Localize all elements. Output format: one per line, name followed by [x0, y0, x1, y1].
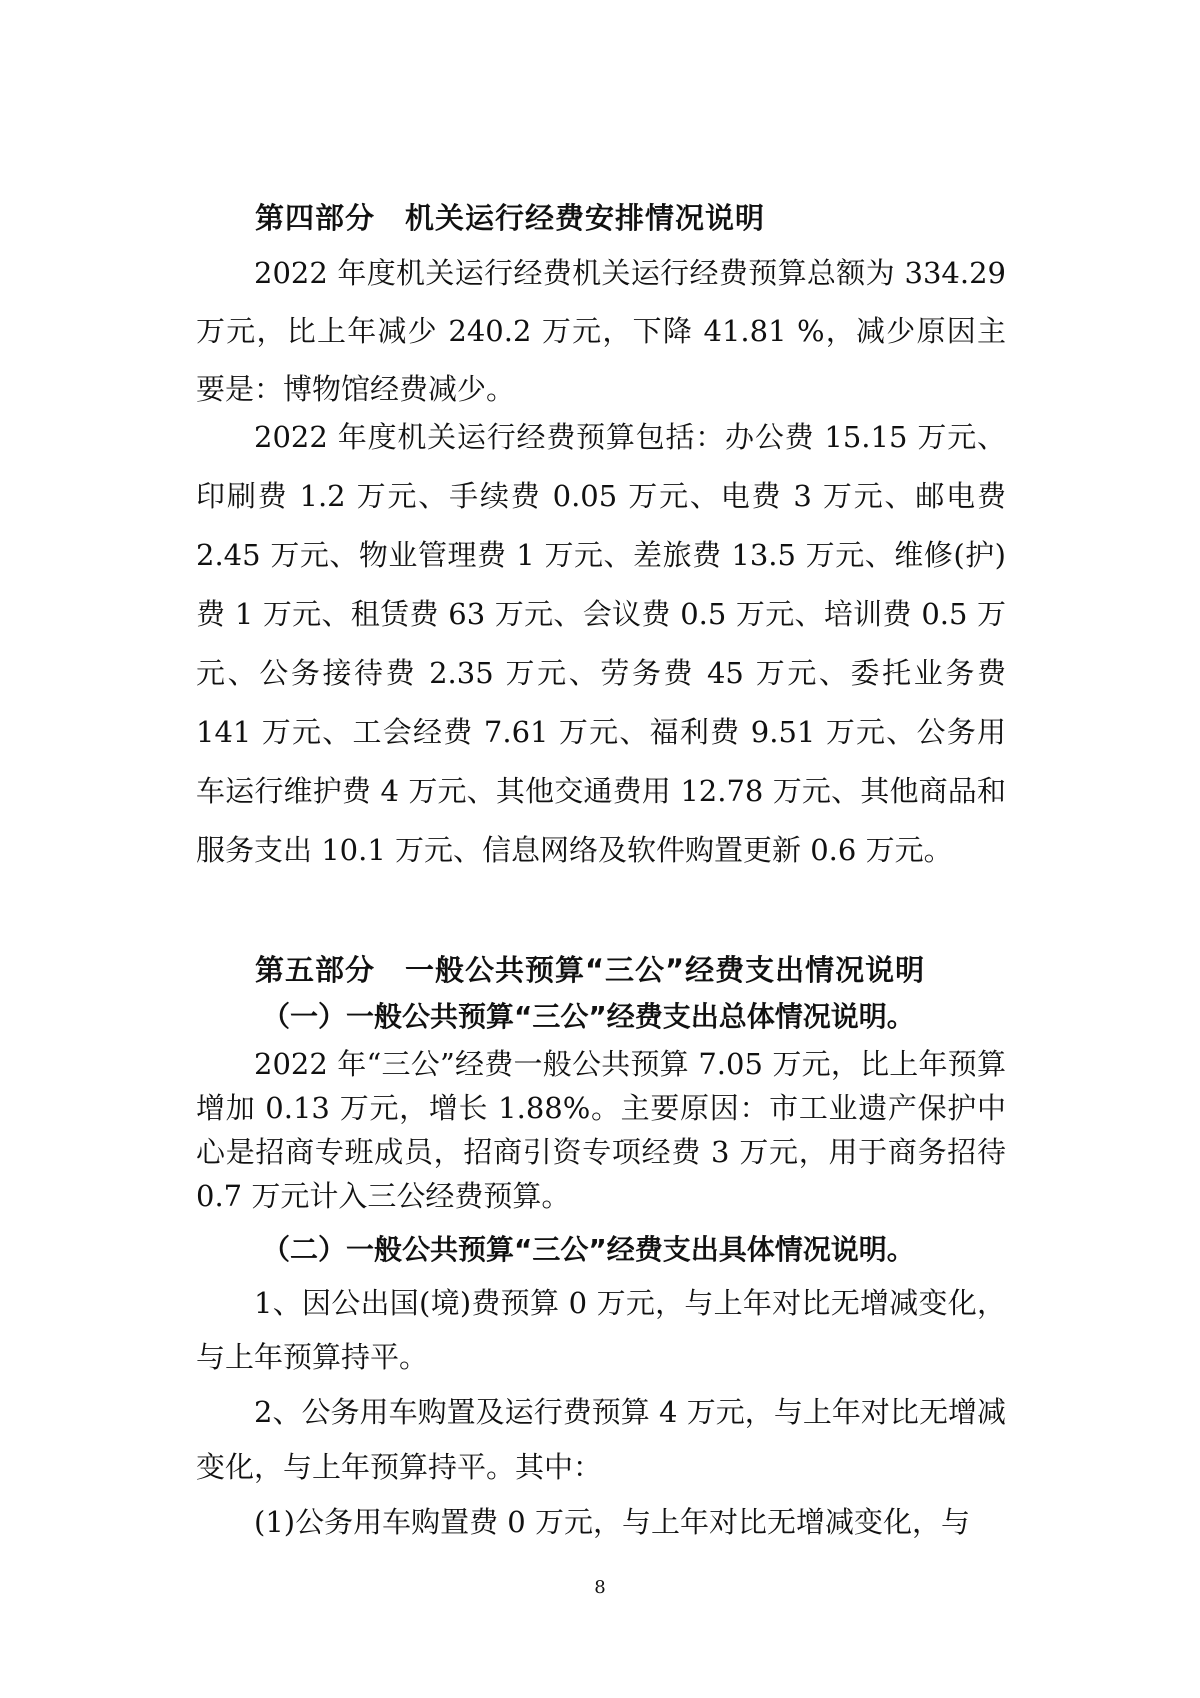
section5-subheading-overall: （一）一般公共预算“三公”经费支出总体情况说明。: [262, 1000, 915, 1033]
section5-item-vehicle: 2、公务用车购置及运行费预算 4 万元，与上年对比无增减变化，与上年预算持平。其中：: [196, 1395, 1006, 1484]
section5-paragraph-overall: 2022 年“三公”经费一般公共预算 7.05 万元，比上年预算增加 0.13 万元，增长 1.88%。主要原因：市工业遗产保护中心是招商专班成员，招商引资专项经费 3 万元，用于商务招待 0.7 万元计入三公经费预算。: [196, 1047, 1006, 1213]
section5-heading: 第五部分 一般公共预算“三公”经费支出情况说明: [255, 953, 926, 987]
section5-subheading-detail: （二）一般公共预算“三公”经费支出具体情况说明。: [262, 1233, 915, 1266]
page-number: 8: [594, 1577, 606, 1598]
section5-item-overseas: 1、因公出国(境)费预算 0 万元，与上年对比无增减变化，与上年预算持平。: [196, 1286, 1006, 1374]
section4-paragraph-breakdown: 2022 年度机关运行经费预算包括：办公费 15.15 万元、印刷费 1.2 万元、手续费 0.05 万元、电费 3 万元、邮电费 2.45 万元、物业管理费 1 万元、差旅费 13.5 万元、维修(护)费 1 万元、租赁费 63 万元、会议费 0.5 万元、培训费 0.5 万元、公务接待费 2.35 万元、劳务费 45 万元、委托业务费 141 万元、工会经费 7.61 万元、福利费 9.51 万元、公务用车运行维护费 4 万元、其他交通费用 12.78 万元、其他商品和服务支出 10.1 万元、信息网络及软件购置更新 0.6 万元。: [196, 420, 1006, 867]
section4-paragraph-total: 2022 年度机关运行经费机关运行经费预算总额为 334.29 万元，比上年减少 240.2 万元，下降 41.81 %，减少原因主要是：博物馆经费减少。: [196, 256, 1006, 406]
section5-item-vehicle-purchase: (1)公务用车购置费 0 万元，与上年对比无增减变化，与: [254, 1505, 970, 1539]
section4-heading: 第四部分 机关运行经费安排情况说明: [255, 201, 766, 235]
